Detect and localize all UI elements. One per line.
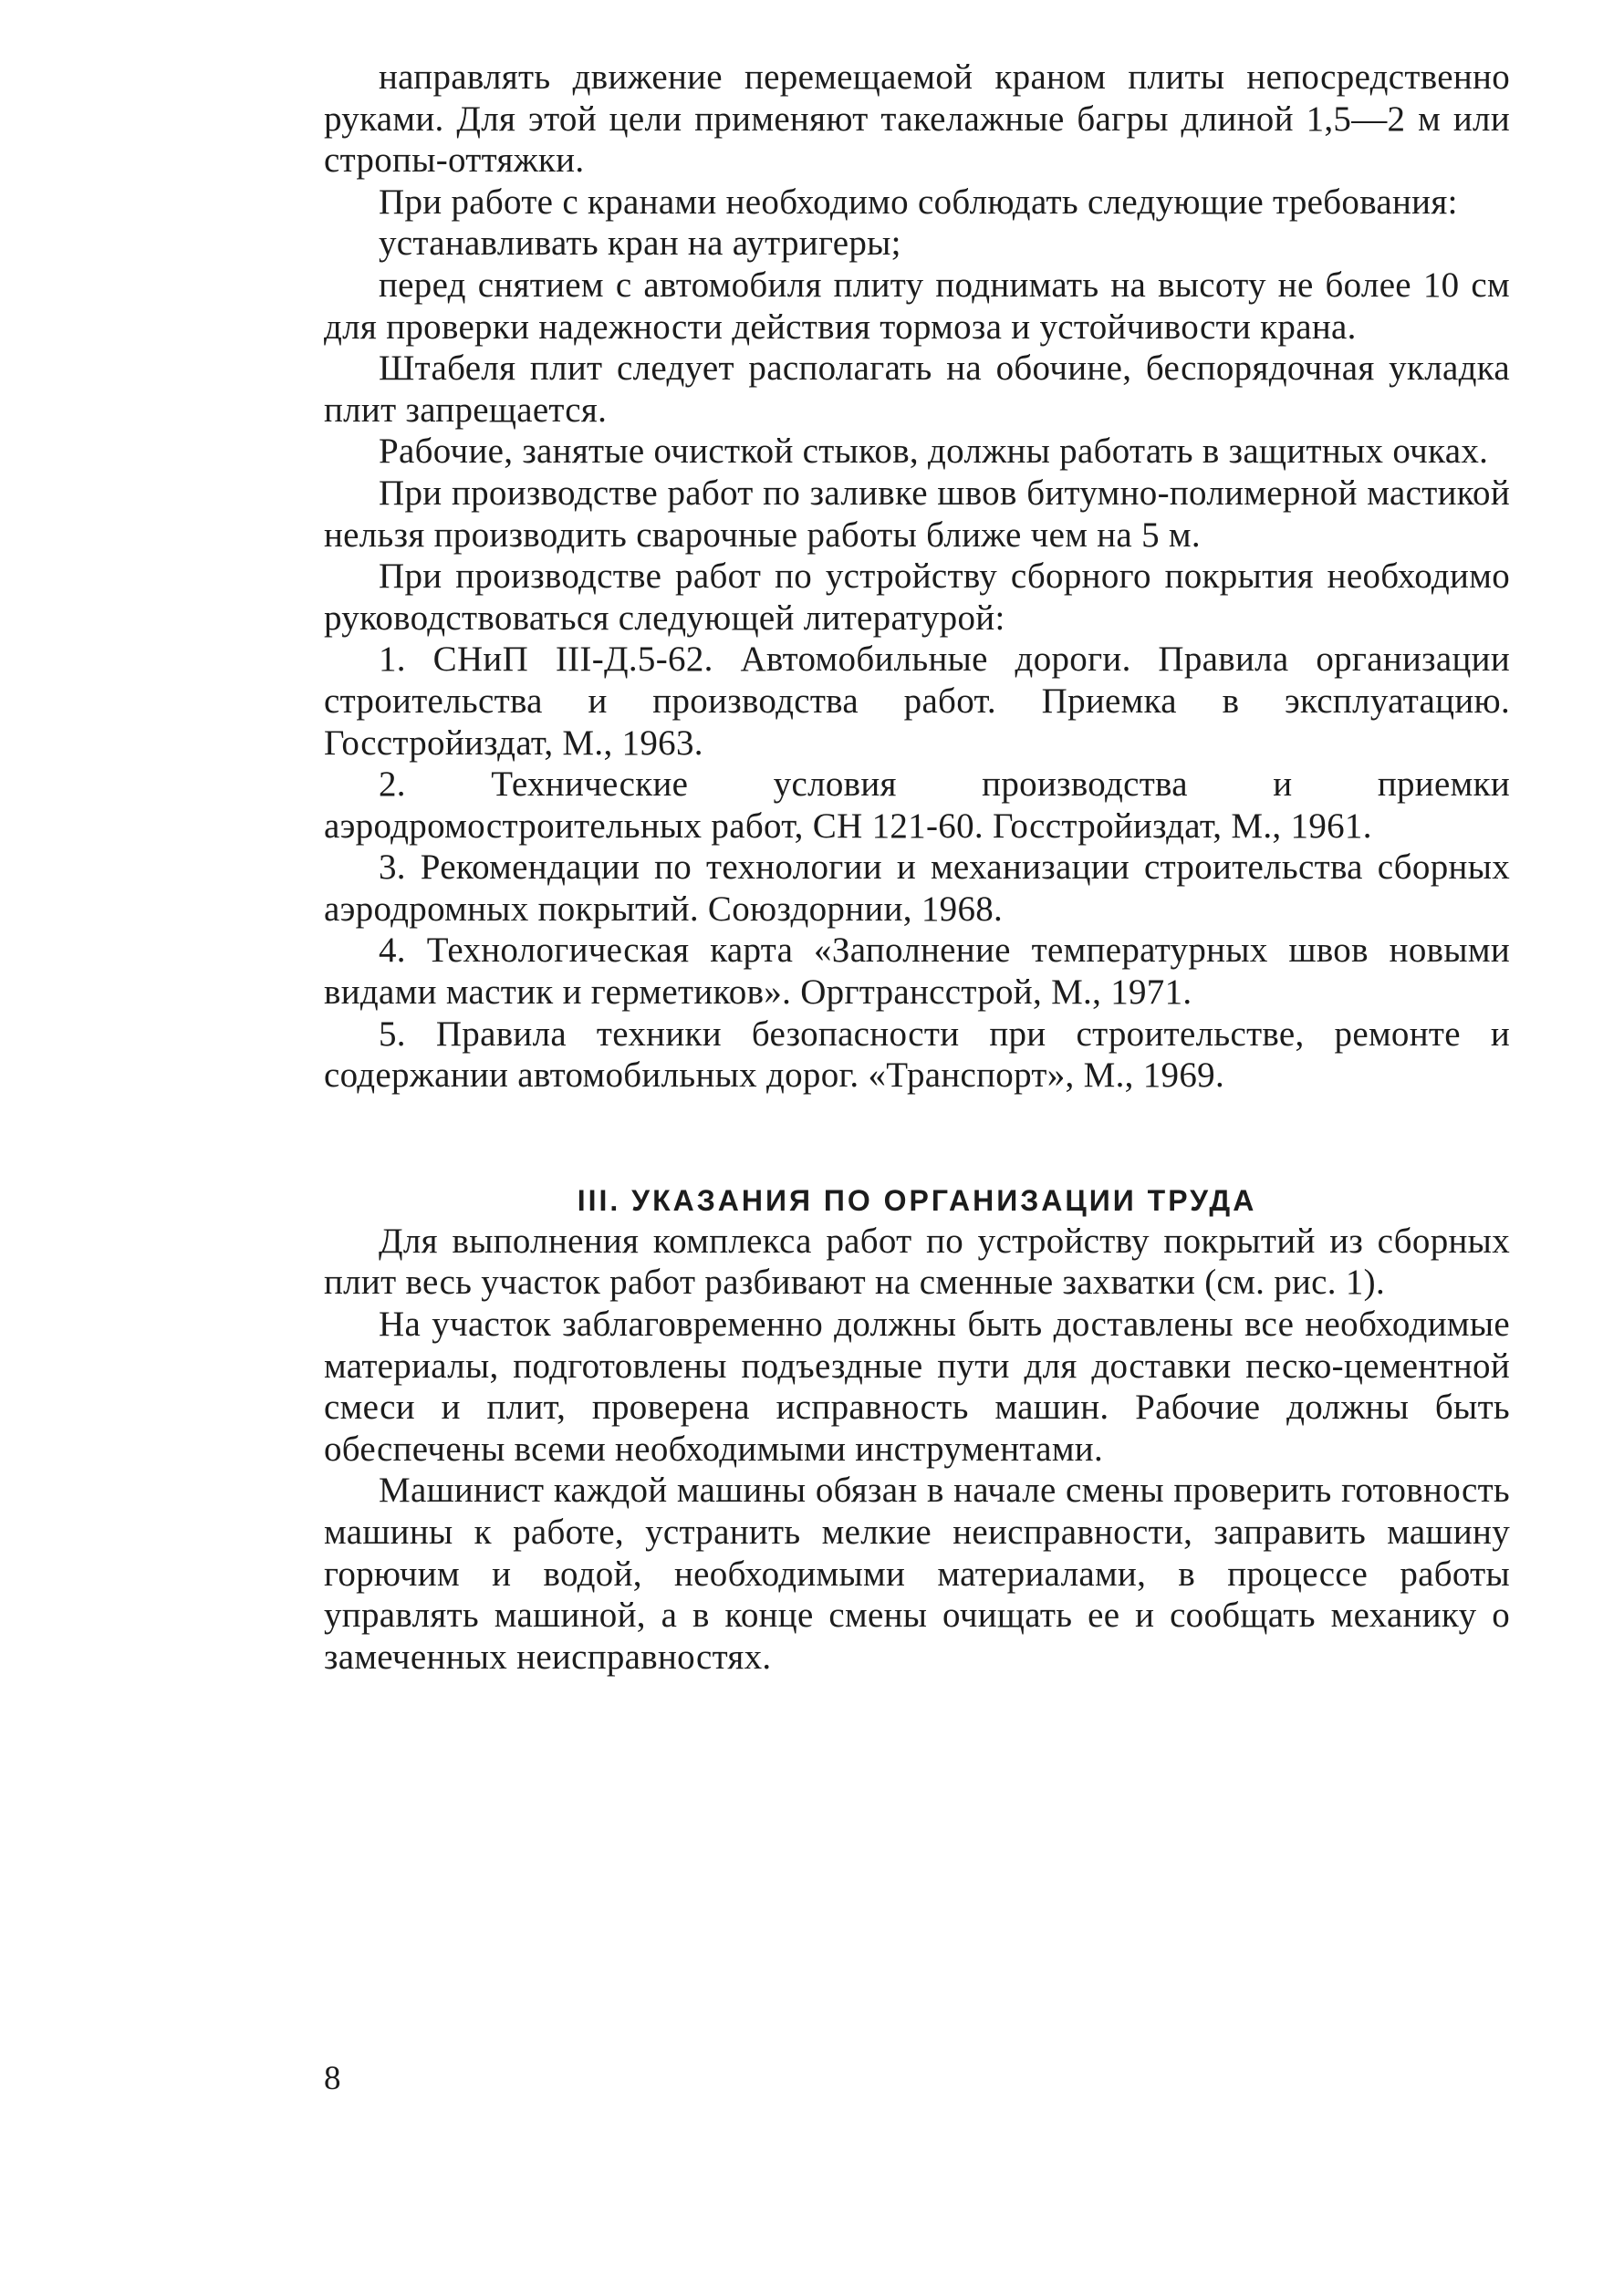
reference-item-2: 2. Технические условия производства и приемки аэродромостроительных работ, СН 121-60. Госстройиздат, М., 1961. [324, 764, 1510, 846]
paragraph-crane-requirements: При работе с кранами необходимо соблюдать следующие требования: [379, 182, 1458, 222]
paragraph-stacking: Штабеля плит следует располагать на обочине, беспорядочная укладка плит запрещается. [324, 348, 1510, 430]
paragraph-outriggers: устанавливать кран на аутригеры; [379, 224, 901, 264]
reference-item-3: 3. Рекомендации по технологии и механизации строительства сборных аэродромных покрытий. Союздорнии, 1968. [324, 847, 1510, 929]
paragraph-crane-handling: направлять движение перемещаемой краном плиты непосредственно руками. Для этой цели применяют такелажные багры длиной 1,5—2 м или стропы-оттяжки. [324, 57, 1510, 181]
paragraph-welding-distance: При производстве работ по заливке швов битумно-полимерной мастикой нельзя производить сварочные работы ближе чем на 5 м. [324, 473, 1510, 555]
paragraph-goggles: Рабочие, занятые очисткой стыков, должны работать в защитных очках. [379, 431, 1489, 472]
page-number: 8 [324, 2060, 341, 2097]
paragraph-literature-intro: При производстве работ по устройству сборного покрытия необходимо руководствоваться следующей литературой: [324, 556, 1510, 638]
section-heading: III. УКАЗАНИЯ ПО ОРГАНИЗАЦИИ ТРУДА [577, 1183, 1257, 1217]
reference-item-5: 5. Правила техники безопасности при строительстве, ремонте и содержании автомобильных дорог. «Транспорт», М., 1969. [324, 1014, 1510, 1096]
paragraph-operator-duties: Машинист каждой машины обязан в начале смены проверить готовность машины к работе, устранить мелкие неисправности, заправить машину горючим и водой, необходимыми материалами, в процессе работы управлять машиной, а в конце смены очищать ее и сообщать механику о замеченных неисправностях. [324, 1471, 1510, 1677]
text-column [324, 57, 1510, 1678]
paragraph-site-preparation: На участок заблаговременно должны быть доставлены все необходимые материалы, подготовлены подъездные пути для доставки песко-цементной смеси и плит, проверена исправность машин. Рабочие должны быть обеспечены всеми необходимыми инструментами. [324, 1305, 1510, 1469]
reference-item-4: 4. Технологическая карта «Заполнение температурных швов новыми видами мастик и герметиков». Оргтрансстрой, М., 1971. [324, 931, 1510, 1013]
paragraph-lift-check: перед снятием с автомобиля плиту поднимать на высоту не более 10 см для проверки надежности действия тормоза и устойчивости крана. [324, 265, 1510, 347]
reference-item-1: 1. СНиП III-Д.5-62. Автомобильные дороги. Правила организации строительства и производства работ. Приемка в эксплуатацию. Госстройиздат, М., 1963. [324, 639, 1510, 763]
paragraph-work-zones: Для выполнения комплекса работ по устройству покрытий из сборных плит весь участок работ разбивают на сменные захватки (см. рис. 1). [324, 1221, 1510, 1303]
